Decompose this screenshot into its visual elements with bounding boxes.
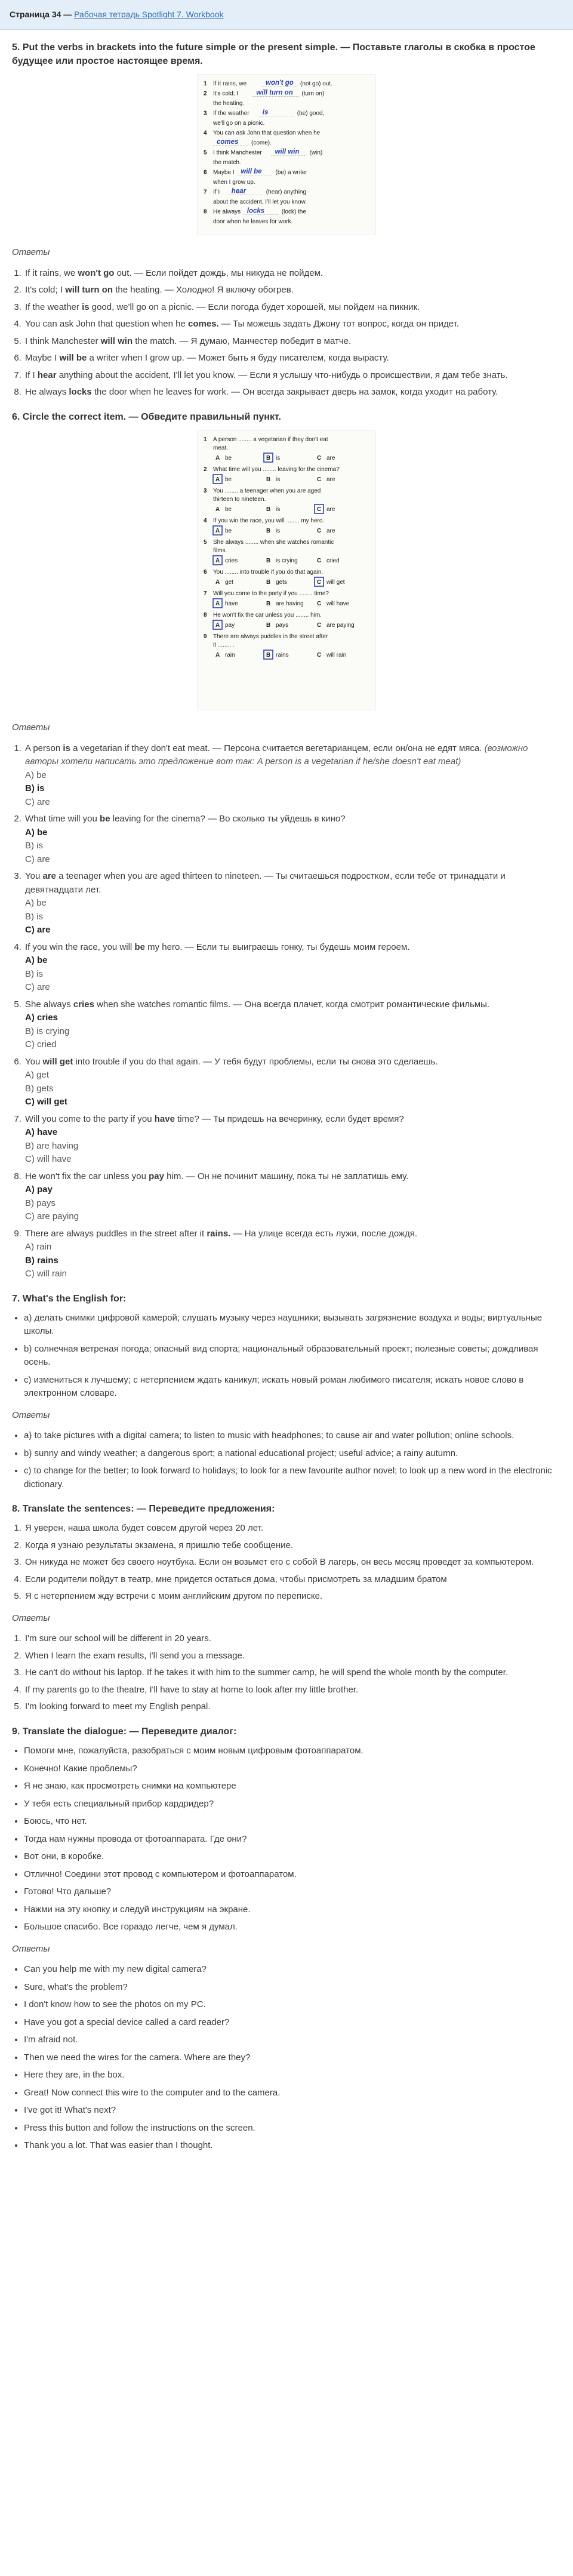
exercise-5-workbook-image bbox=[197, 74, 376, 235]
answer-text: It's cold; I bbox=[25, 285, 66, 296]
task-item: 5. Я с нетерпением жду встречи с моим английским другом по переписке. bbox=[24, 1590, 561, 1604]
option-letter: C bbox=[317, 528, 322, 535]
answer-text: good, we'll go on a picnic. — Если погода будет хорошей, мы пойдем на пикник. bbox=[89, 301, 420, 312]
workbook-item-text: It's cold; I bbox=[213, 90, 238, 97]
task-item: 2. Когда я узнаю результаты экзамена, я пришлю тебе сообщение. bbox=[24, 1539, 561, 1553]
option-letter: C bbox=[317, 579, 322, 586]
dialogue-line: • Thank you a lot. That was easier than I thought. bbox=[24, 2139, 561, 2153]
answer-text: There are always puddles in the street after it bbox=[25, 1228, 207, 1239]
page-header bbox=[0, 0, 573, 30]
workbook-item-text: You ........ a teenager when you are aged bbox=[213, 488, 321, 495]
task-item: • b) солнечная ветреная погода; опасный вид спорта; национальный образовательный проект; полезные советы; дождливая осень. bbox=[24, 1343, 561, 1369]
workbook-item-text: films. bbox=[213, 547, 227, 555]
option-letter: B bbox=[266, 652, 271, 659]
answer-text: anything about the accident, I'll let you know. — Если я услышу что-нибудь о происшествии, я дам тебе знать. bbox=[56, 370, 508, 380]
workbook-item-text: If you win the race, you will ........ my hero. bbox=[213, 518, 325, 525]
workbook-link[interactable]: Рабочая тетрадь Spotlight 7. Workbook bbox=[74, 10, 224, 19]
answer-highlight: will get bbox=[42, 1056, 73, 1067]
workbook-item-number: 3 bbox=[204, 488, 207, 495]
answer-highlight: cries bbox=[73, 999, 94, 1010]
option-letter: B bbox=[266, 579, 271, 586]
answer-item: • c) to change for the better; to look forward to holidays; to look for a new favourite author novel; to look up a new word in the electronic dictionary. bbox=[24, 1464, 561, 1491]
workbook-item-text: Maybe I bbox=[213, 169, 235, 176]
answer-highlight: have bbox=[154, 1113, 175, 1124]
answer-text: a writer when I grow up. — Может быть я буду писателем, когда вырасту. bbox=[87, 353, 389, 364]
answer-highlight: will be bbox=[59, 353, 87, 364]
workbook-item-text: thirteen to nineteen. bbox=[213, 496, 266, 503]
answer-item: 3. He can't do without his laptop. If he takes it with him to the summer camp, he will spend the whole month by the computer. bbox=[24, 1666, 561, 1680]
answer-text: the heating. — Холодно! Я включу обогрев. bbox=[113, 285, 294, 296]
dialogue-line: • Нажми на эту кнопку и следуй инструкциям на экране. bbox=[24, 1903, 561, 1917]
answer-highlight: locks bbox=[69, 387, 92, 398]
option-text: are bbox=[326, 476, 335, 484]
answer-item bbox=[24, 301, 561, 315]
option-letter: A bbox=[215, 622, 220, 629]
answer-text: I think Manchester bbox=[25, 336, 101, 346]
workbook-item-text: She always ........ when she watches romantic bbox=[213, 539, 334, 546]
option-text: get bbox=[225, 579, 233, 586]
dialogue-line: • Great! Now connect this wire to the computer and to the camera. bbox=[24, 2086, 561, 2100]
dialogue-line: • Here they are, in the box. bbox=[24, 2069, 561, 2082]
answer-item bbox=[24, 352, 561, 365]
handwritten-answer: is bbox=[262, 109, 269, 116]
answer-item bbox=[24, 335, 561, 349]
answer-text: — На улице всегда есть лужи, после дождя. bbox=[230, 1228, 418, 1239]
answer-item bbox=[24, 870, 561, 937]
dialogue-line: • Then we need the wires for the camera. Where are they? bbox=[24, 2051, 561, 2065]
answer-option: C) are bbox=[25, 925, 51, 935]
answer-highlight: is bbox=[82, 301, 90, 312]
answer-text: my hero. — Если ты выиграешь гонку, ты будешь моим героем. bbox=[144, 941, 410, 952]
answer-option: A) pay bbox=[25, 1184, 53, 1195]
workbook-item-text: meat. bbox=[213, 445, 229, 452]
answer-option: B) is bbox=[25, 911, 43, 922]
workbook-item-text: He won't fix the car unless you ........ him. bbox=[213, 612, 322, 619]
exercise-7-title: 7. What's the English for: bbox=[12, 1293, 127, 1304]
exercise-9-answers bbox=[12, 1963, 561, 2153]
answer-item bbox=[24, 386, 561, 399]
workbook-item-number: 1 bbox=[204, 81, 207, 88]
task-item: 4. Если родители пойдут в театр, мне придется остаться дома, чтобы присмотреть за младшим братом bbox=[24, 1573, 561, 1587]
answer-text: A person bbox=[25, 743, 63, 753]
option-letter: B bbox=[266, 476, 271, 484]
answer-highlight: be bbox=[100, 814, 110, 824]
exercise-8-items bbox=[12, 1522, 561, 1604]
workbook-item-text: (not go) out. bbox=[300, 81, 332, 88]
answer-item bbox=[24, 742, 561, 810]
option-text: are bbox=[326, 528, 335, 535]
answer-text: You bbox=[25, 871, 43, 882]
workbook-item-text: You can ask John that question when he bbox=[213, 130, 321, 137]
option-letter: A bbox=[215, 455, 220, 462]
workbook-item-number: 8 bbox=[204, 612, 207, 619]
option-text: cries bbox=[225, 558, 238, 565]
option-text: are paying bbox=[326, 622, 355, 629]
workbook-item-number: 2 bbox=[204, 90, 207, 97]
answer-item bbox=[24, 941, 561, 995]
workbook-item-text: (lock) the bbox=[281, 208, 306, 216]
answers-heading: Ответы bbox=[12, 1409, 50, 1420]
dialogue-line: • Sure, what's the problem? bbox=[24, 1981, 561, 1995]
workbook-item-text: the heating. bbox=[213, 100, 245, 107]
answer-text: into trouble if you do that again. — У тебя будут проблемы, если ты снова это сделаешь. bbox=[73, 1056, 438, 1067]
option-text: is bbox=[276, 455, 281, 462]
answer-highlight: are bbox=[42, 871, 57, 882]
option-text: is crying bbox=[276, 558, 298, 565]
option-text: are having bbox=[276, 601, 304, 608]
answer-highlight: will turn on bbox=[65, 285, 113, 296]
answer-option: B) rains bbox=[25, 1255, 58, 1266]
answer-highlight: comes. bbox=[187, 319, 219, 330]
answer-text: If it rains, we bbox=[25, 267, 78, 278]
answer-option: C) are paying bbox=[25, 1211, 79, 1222]
handwritten-answer: will turn on bbox=[256, 89, 293, 97]
exercise-9-title: 9. Translate the dialogue: — Переведите диалог: bbox=[12, 1726, 237, 1737]
answer-option: B) is bbox=[25, 841, 43, 851]
workbook-item-number: 7 bbox=[204, 590, 207, 598]
handwritten-answer: won't go bbox=[266, 79, 294, 87]
dialogue-line: • Конечно! Какие проблемы? bbox=[24, 1762, 561, 1776]
option-text: rains bbox=[276, 652, 289, 659]
workbook-item-text: There are always puddles in the street after bbox=[213, 633, 328, 641]
answer-option: C) will have bbox=[25, 1154, 72, 1165]
option-text: be bbox=[225, 506, 232, 513]
workbook-item-number: 9 bbox=[204, 633, 207, 641]
option-letter: A bbox=[215, 579, 220, 586]
page-header-prefix: Страница 34 — bbox=[10, 10, 75, 19]
option-letter: B bbox=[266, 506, 271, 513]
answer-option: A) have bbox=[25, 1127, 58, 1138]
option-letter: B bbox=[266, 528, 271, 535]
answer-option: C) cried bbox=[25, 1039, 57, 1050]
workbook-item-text: (turn on) bbox=[301, 90, 325, 97]
answer-item bbox=[24, 1055, 561, 1109]
workbook-item-number: 4 bbox=[204, 518, 207, 525]
answers-heading: Ответы bbox=[12, 247, 50, 258]
answer-highlight: rains. bbox=[207, 1228, 231, 1239]
workbook-item-text: we'll go on a picnic. bbox=[213, 120, 265, 127]
answer-item: 2. When I learn the exam results, I'll send you a message. bbox=[24, 1649, 561, 1663]
answer-option: A) rain bbox=[25, 1242, 52, 1252]
dialogue-line: • Боюсь, что нет. bbox=[24, 1815, 561, 1829]
answer-item bbox=[24, 1113, 561, 1167]
answer-text: — Ты можешь задать Джону тот вопрос, когда он придет. bbox=[218, 319, 459, 330]
answer-option: A) be bbox=[25, 898, 47, 909]
answer-option: C) are bbox=[25, 982, 50, 993]
answer-text: You bbox=[25, 1056, 43, 1067]
workbook-item-number: 4 bbox=[204, 130, 207, 137]
answer-highlight: will win bbox=[100, 336, 133, 346]
workbook-item-text: the match. bbox=[213, 159, 241, 167]
exercise-8 bbox=[12, 1502, 561, 1714]
exercise-5-title: 5. Put the verbs in brackets into the future simple or the present simple. — Поставьте глаголы в скобка в простое будущее или простое настоящее время. bbox=[12, 42, 535, 67]
dialogue-line: • Have you got a special device called a card reader? bbox=[24, 2016, 561, 2030]
workbook-item-text: when I grow up. bbox=[213, 179, 255, 186]
task-item: 1. Я уверен, наша школа будет совсем другой через 20 лет. bbox=[24, 1522, 561, 1535]
dialogue-line: • Can you help me with my new digital camera? bbox=[24, 1963, 561, 1977]
answer-text: If I bbox=[25, 370, 38, 380]
answers-heading: Ответы bbox=[12, 1612, 50, 1623]
answer-item: 5. I'm looking forward to meet my English penpal. bbox=[24, 1700, 561, 1714]
answer-highlight: be bbox=[134, 941, 145, 952]
answer-item bbox=[24, 284, 561, 297]
option-letter: B bbox=[266, 601, 271, 608]
task-item: • a) делать снимки цифровой камерой; слушать музыку через наушники; вызывать загрязнение воздуха и воды; виртуальные школы. bbox=[24, 1312, 561, 1338]
option-text: are bbox=[326, 455, 335, 462]
option-letter: A bbox=[215, 601, 220, 608]
exercise-5 bbox=[12, 41, 561, 399]
workbook-item-text: (come). bbox=[251, 140, 272, 147]
workbook-item-text: it ........ . bbox=[213, 642, 235, 649]
answer-highlight: pay bbox=[149, 1171, 164, 1181]
workbook-item-text: I think Manchester bbox=[213, 149, 262, 156]
option-letter: A bbox=[215, 476, 220, 484]
answer-text: when she watches romantic films. — Она всегда плачет, когда смотрит романтические фильмы. bbox=[94, 999, 490, 1010]
option-letter: A bbox=[215, 528, 220, 535]
option-text: cried bbox=[326, 558, 340, 565]
option-letter: A bbox=[215, 506, 220, 513]
workbook-item-text: What time will you ........ leaving for the cinema? bbox=[213, 466, 340, 473]
workbook-item-number: 6 bbox=[204, 169, 207, 176]
option-letter: C bbox=[317, 652, 322, 659]
answer-option: A) get bbox=[25, 1070, 50, 1081]
answer-note: (возможно авторы хотели написать это предложение вот так: A person is a vegetarian if he/she doesn't eat meat) bbox=[25, 743, 528, 767]
option-text: is bbox=[276, 506, 281, 513]
answer-text: He won't fix the car unless you bbox=[25, 1171, 149, 1181]
workbook-item-text: about the accident, I'll let you know. bbox=[213, 199, 307, 206]
answer-text: He always bbox=[25, 387, 69, 398]
answer-item bbox=[24, 267, 561, 281]
option-letter: B bbox=[266, 558, 271, 565]
dialogue-line: • I'm afraid not. bbox=[24, 2033, 561, 2047]
workbook-item-number: 6 bbox=[204, 569, 207, 576]
workbook-item-text: (hear) anything bbox=[266, 189, 307, 196]
handwritten-answer: will be bbox=[241, 168, 262, 176]
dialogue-line: • Готово! Что дальше? bbox=[24, 1885, 561, 1899]
option-text: be bbox=[225, 455, 232, 462]
answer-option: C) are bbox=[25, 796, 50, 807]
answer-item: • b) sunny and windy weather; a dangerous sport; a national educational project; useful advice; a rainy autumn. bbox=[24, 1447, 561, 1461]
exercise-6-workbook-image bbox=[197, 430, 376, 710]
option-text: pay bbox=[225, 622, 235, 629]
workbook-item-text: If it rains, we bbox=[213, 81, 247, 88]
task-item: • c) измениться к лучшему; с нетерпением ждать каникул; искать новый роман любимого писателя; искать новое слово в электронном словаре. bbox=[24, 1374, 561, 1401]
exercise-6 bbox=[12, 410, 561, 1281]
option-text: is bbox=[276, 528, 281, 535]
option-letter: C bbox=[317, 558, 322, 565]
answer-text: If you win the race, you will bbox=[25, 941, 135, 952]
answer-text: Will you come to the party if you bbox=[25, 1113, 155, 1124]
workbook-item-number: 8 bbox=[204, 208, 207, 216]
answer-item bbox=[24, 369, 561, 383]
answer-option: A) be bbox=[25, 955, 48, 966]
workbook-item-text: He always bbox=[213, 208, 241, 216]
dialogue-line: • Помоги мне, пожалуйста, разобраться с моим новым цифровым фотоаппаратом. bbox=[24, 1744, 561, 1758]
workbook-item-text: If I bbox=[213, 189, 220, 196]
option-letter: C bbox=[317, 601, 322, 608]
workbook-item-text: You ........ into trouble if you do that again. bbox=[213, 569, 324, 576]
option-text: be bbox=[225, 528, 232, 535]
option-text: pays bbox=[276, 622, 289, 629]
task-item: 3. Он никуда не может без своего ноутбука. Если он возьмет его с собой В лагерь, он весь месяц проведет за компьютером. bbox=[24, 1556, 561, 1569]
answer-text: the match. — Я думаю, Манчестер победит в матче. bbox=[133, 336, 352, 346]
dialogue-line: • Отлично! Соедини этот провод с компьютером и фотоаппаратом. bbox=[24, 1868, 561, 1882]
answer-item: 1. I'm sure our school will be different in 20 years. bbox=[24, 1632, 561, 1646]
answer-text: What time will you bbox=[25, 814, 100, 824]
answer-text: leaving for the cinema? — Во сколько ты уйдешь в кино? bbox=[110, 814, 346, 824]
answer-highlight: won't go bbox=[78, 267, 115, 278]
exercise-8-answers bbox=[12, 1632, 561, 1714]
exercise-9 bbox=[12, 1725, 561, 2153]
option-letter: C bbox=[317, 455, 322, 462]
answer-text: If the weather bbox=[25, 301, 82, 312]
workbook-item-number: 5 bbox=[204, 539, 207, 546]
option-letter: C bbox=[317, 476, 322, 484]
answer-text: him. — Он не починит машину, пока ты не заплатишь ему. bbox=[164, 1171, 409, 1181]
exercise-6-title: 6. Circle the correct item. — Обведите правильный пункт. bbox=[12, 411, 281, 422]
answer-highlight: hear bbox=[37, 370, 57, 380]
answer-text: a vegetarian if they don't eat meat. — Персона считается вегетарианцем, если он/она не едят мяса. bbox=[70, 743, 482, 753]
exercise-6-answers bbox=[12, 742, 561, 1281]
answer-option: B) is bbox=[25, 968, 43, 979]
exercise-9-items bbox=[12, 1744, 561, 1934]
workbook-item-text: door when he leaves for work. bbox=[213, 218, 293, 226]
workbook-item-number: 1 bbox=[204, 436, 207, 444]
handwritten-answer: comes bbox=[217, 139, 239, 146]
option-text: be bbox=[225, 476, 232, 484]
option-text: are bbox=[326, 506, 335, 513]
option-text: have bbox=[225, 601, 238, 608]
answer-item bbox=[24, 812, 561, 866]
option-text: will have bbox=[326, 601, 350, 608]
option-letter: A bbox=[215, 558, 220, 565]
answer-option: B) is bbox=[25, 783, 45, 794]
workbook-item-number: 5 bbox=[204, 149, 207, 156]
option-letter: B bbox=[266, 622, 271, 629]
workbook-item-text: (win) bbox=[309, 149, 323, 156]
answer-option: B) gets bbox=[25, 1083, 54, 1094]
answer-text: Maybe I bbox=[25, 353, 60, 364]
dialogue-line: • Я не знаю, как просмотреть снимки на компьютере bbox=[24, 1780, 561, 1793]
handwritten-answer: will win bbox=[275, 148, 300, 156]
exercise-7-items bbox=[12, 1312, 561, 1401]
exercise-5-answers bbox=[12, 267, 561, 399]
dialogue-line: • I don't know how to see the photos on my PC. bbox=[24, 1998, 561, 2012]
answer-option: B) pays bbox=[25, 1198, 56, 1208]
answer-option: A) be bbox=[25, 770, 47, 780]
option-letter: C bbox=[317, 622, 322, 629]
answer-option: C) will rain bbox=[25, 1269, 67, 1279]
dialogue-line: • Вот они, в коробке. bbox=[24, 1850, 561, 1864]
workbook-item-number: 7 bbox=[204, 189, 207, 196]
answer-item bbox=[24, 998, 561, 1052]
option-letter: B bbox=[266, 455, 271, 462]
workbook-item-number: 3 bbox=[204, 110, 207, 117]
answer-option: B) is crying bbox=[25, 1026, 70, 1036]
answer-item bbox=[24, 1170, 561, 1224]
option-text: rain bbox=[225, 652, 235, 659]
answer-option: C) are bbox=[25, 854, 50, 864]
option-letter: C bbox=[317, 506, 322, 513]
answer-text: She always bbox=[25, 999, 73, 1010]
answer-highlight: is bbox=[63, 743, 70, 753]
answer-item: • a) to take pictures with a digital camera; to listen to music with headphones; to cause air and water pollution; online schools. bbox=[24, 1429, 561, 1443]
workbook-item-number: 2 bbox=[204, 466, 207, 473]
answer-text: the door when he leaves for work. — Он всегда закрывает дверь на замок, когда уходит на работу. bbox=[91, 387, 498, 398]
handwritten-answer: hear bbox=[231, 187, 247, 195]
answer-text: time? — Ты придешь на вечеринку, если будет время? bbox=[174, 1113, 404, 1124]
handwritten-answer: locks bbox=[247, 207, 265, 215]
exercise-8-title: 8. Translate the sentences: — Переведите предложения: bbox=[12, 1504, 275, 1515]
option-text: is bbox=[276, 476, 281, 484]
dialogue-line: • У тебя есть специальный прибор кардридер? bbox=[24, 1798, 561, 1811]
dialogue-line: • Press this button and follow the instructions on the screen. bbox=[24, 2122, 561, 2135]
answer-option: A) be bbox=[25, 827, 48, 838]
answer-option: C) will get bbox=[25, 1097, 67, 1107]
workbook-item-text: (be) a writer bbox=[275, 169, 307, 176]
option-letter: A bbox=[215, 652, 220, 659]
workbook-item-text: (be) good, bbox=[297, 110, 325, 117]
answer-option: B) are having bbox=[25, 1140, 79, 1151]
answer-option: A) cries bbox=[25, 1012, 58, 1023]
option-text: gets bbox=[276, 579, 287, 586]
workbook-item-text: Will you come to the party if you ........ time? bbox=[213, 590, 329, 598]
answer-item: 4. If my parents go to the theatre, I'll have to stay at home to look after my little brother. bbox=[24, 1684, 561, 1697]
answer-text: You can ask John that question when he bbox=[25, 319, 188, 330]
exercise-7-answers bbox=[12, 1429, 561, 1491]
option-text: will rain bbox=[326, 652, 347, 659]
option-text: will get bbox=[326, 579, 345, 586]
answer-text: out. — Если пойдет дождь, мы никуда не пойдем. bbox=[114, 267, 324, 278]
exercise-7 bbox=[12, 1292, 561, 1492]
dialogue-line: • Тогда нам нужны провода от фотоаппарата. Где они? bbox=[24, 1833, 561, 1846]
answer-item bbox=[24, 1227, 561, 1281]
workbook-item-text: If the weather bbox=[213, 110, 249, 117]
dialogue-line: • Большое спасибо. Все гораздо легче, чем я думал. bbox=[24, 1921, 561, 1934]
answer-item bbox=[24, 318, 561, 331]
answers-heading: Ответы bbox=[12, 722, 50, 733]
answer-text: a teenager when you are aged thirteen to nineteen. — Ты считаешься подростком, если тебе от тринадцати и девятнадцати лет. bbox=[25, 871, 506, 895]
answers-heading: Ответы bbox=[12, 1943, 50, 1954]
workbook-item-text: A person ........ a vegetarian if they don't eat bbox=[213, 436, 328, 444]
dialogue-line: • I've got it! What's next? bbox=[24, 2104, 561, 2118]
